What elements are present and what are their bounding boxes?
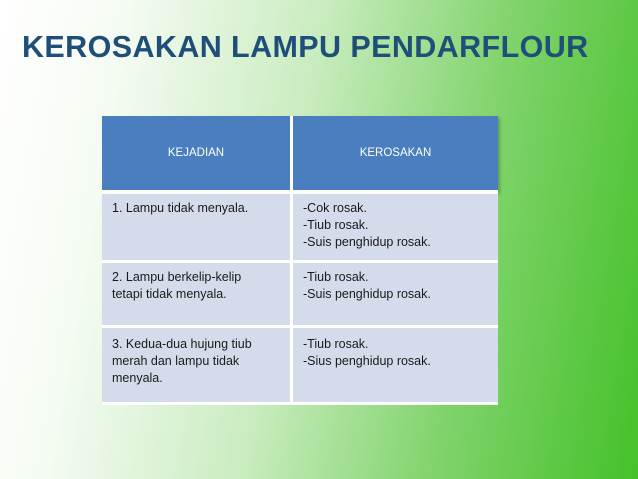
header-kejadian: KEJADIAN [102, 116, 292, 192]
cell-line: 1. Lampu tidak menyala. [112, 201, 249, 215]
cell-line: menyala. [112, 371, 163, 385]
kerosakan-cell [292, 262, 499, 327]
kejadian-cell [102, 262, 292, 327]
kejadian-cell [102, 327, 292, 404]
cell-line: -Sius penghidup rosak. [303, 354, 431, 368]
cell-line: -Tiub rosak. [303, 270, 369, 284]
cell-line: -Suis penghidup rosak. [303, 287, 431, 301]
kejadian-cell [102, 192, 292, 262]
cell-line: -Suis penghidup rosak. [303, 235, 431, 249]
cell-line: -Tiub rosak. [303, 218, 369, 232]
kerosakan-cell [292, 192, 499, 262]
slide-title: KEROSAKAN LAMPU PENDARFLOUR [22, 30, 589, 64]
table-row [102, 327, 498, 404]
cell-line: 2. Lampu berkelip-kelip [112, 270, 242, 284]
kerosakan-cell [292, 327, 499, 404]
cell-line: 3. Kedua-dua hujung tiub [112, 337, 252, 351]
fault-table [102, 116, 498, 405]
header-kerosakan: KEROSAKAN [292, 116, 499, 192]
table-row [102, 262, 498, 327]
table-header-row [102, 116, 498, 192]
cell-line: -Cok rosak. [303, 201, 367, 215]
cell-line: -Tiub rosak. [303, 337, 369, 351]
cell-line: merah dan lampu tidak [112, 354, 240, 368]
table-row [102, 192, 498, 262]
cell-line: tetapi tidak menyala. [112, 287, 227, 301]
